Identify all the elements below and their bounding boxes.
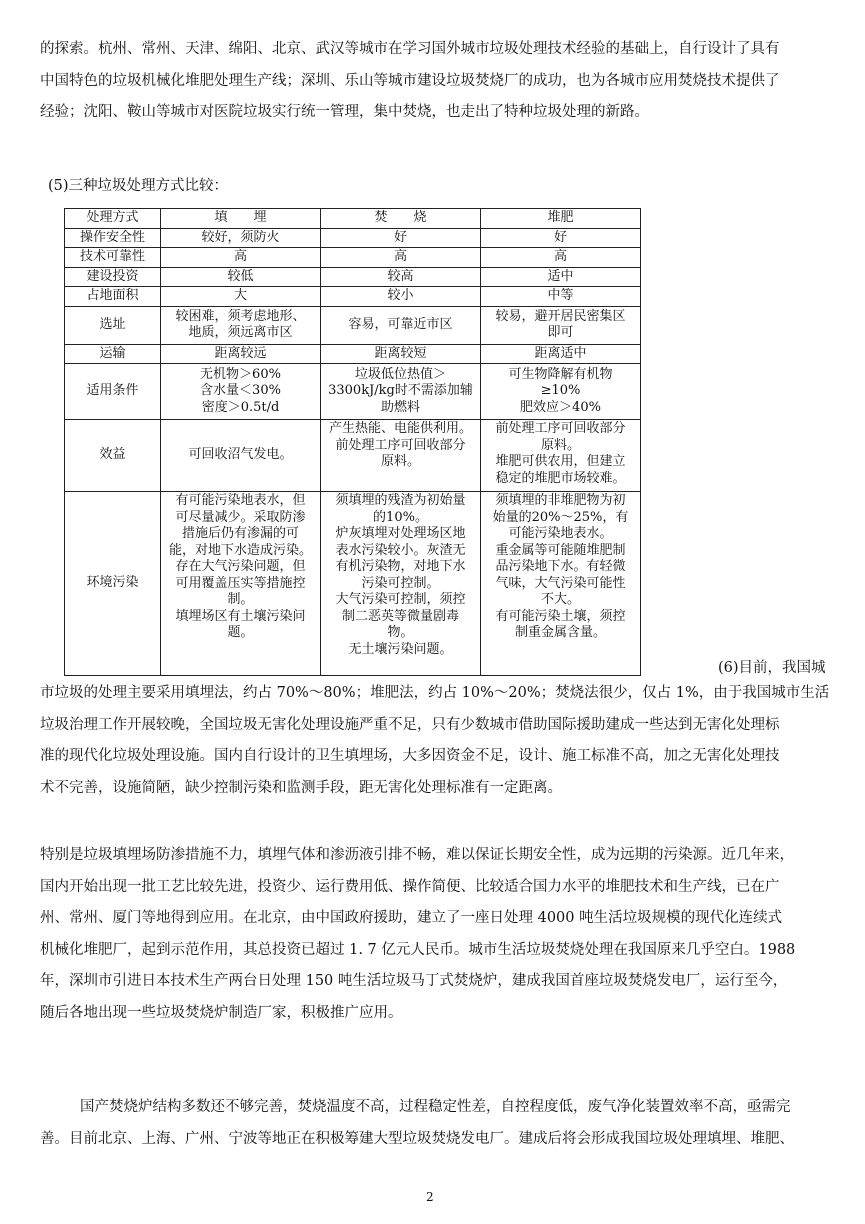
cell-text: 须填埋的非堆肥物为初 始量的20%～25%，有 可能污染地表水。 重金属等可能随堆肥制 品污染地下水。有轻微 气味，大气污染可能性 不大。 有可能污染土壤，须控 制重金属含量。 xyxy=(492,493,629,640)
landfill-cell xyxy=(161,492,321,676)
incinerator-paragraph xyxy=(40,1092,830,1155)
text-line: 术不完善，设施简陋，缺少控制污染和监测手段，距无害化处理标准有一定距离。 xyxy=(40,779,562,796)
cell-text: 前处理工序可回收部分 原料。 堆肥可供农用，但建立 稳定的堆肥市场较难。 xyxy=(495,421,626,486)
landfill-problems-paragraph xyxy=(40,840,830,1029)
incineration-cell xyxy=(321,364,481,420)
compost-cell xyxy=(481,420,641,492)
compost-cell: 适中 xyxy=(481,267,641,287)
cell-text: 可回收沼气发电。 xyxy=(188,447,293,463)
row-label: 环境污染 xyxy=(65,492,161,676)
text-line: 国内开始出现一批工艺比较先进，投资少、运行费用低、操作简便、比较适合国力水平的堆肥技术和生产线，已在广 xyxy=(40,878,780,895)
landfill-cell: 较好，须防火 xyxy=(161,228,321,248)
text-line: 的探索。杭州、常州、天津、绵阳、北京、武汉等城市在学习国外城市垃圾处理技术经验的基础上，自行设计了具有 xyxy=(40,41,780,57)
text-line: 随后各地出现一些垃圾焚烧炉制造厂家，积极推广应用。 xyxy=(40,1004,403,1021)
text-line: 机械化堆肥厂，起到示范作用，其总投资已超过 1. 7 亿元人民币。城市生活垃圾焚烧处理在我国原来几乎空白。1988 xyxy=(40,941,796,958)
table-row xyxy=(65,364,641,420)
compost-cell: 距离适中 xyxy=(481,344,641,364)
row-label: 效益 xyxy=(65,420,161,492)
text-line: 特别是垃圾填埋场防渗措施不力，填埋气体和渗沥液引排不畅，难以保证长期安全性，成为远期的污染源。近几年来， xyxy=(40,847,794,863)
incineration-cell: 较小 xyxy=(321,287,481,307)
text-line: 年，深圳市引进日本技术生产两台日处理 150 吨生活垃圾马丁式焚烧炉，建成我国首座垃圾焚烧发电厂，运行至今， xyxy=(40,973,788,989)
cell-text: 须填埋的残渣为初始量 的10%。 炉灰填埋对处理场区地 表水污染较小。灰渣无 有机污染物，对地下水 污染可控制。 大气污染可控制，须控 制二恶英等微量剧毒 物。 无土壤污染问题。 xyxy=(335,493,466,657)
comparison-table xyxy=(64,208,641,676)
text-line: 准的现代化垃圾处理设施。国内自行设计的卫生填埋场，大多因资金不足，设计、施工标准不高，加之无害化处理技 xyxy=(40,748,780,764)
table-row xyxy=(65,420,641,492)
incineration-cell xyxy=(321,306,481,344)
compost-cell: 高 xyxy=(481,248,641,268)
compost-cell xyxy=(481,364,641,420)
text-line: 善。目前北京、上海、广州、宁波等地正在积极筹建大型垃圾焚烧发电厂。建成后将会形成我国垃圾处理填埋、堆肥、 xyxy=(40,1130,794,1147)
text-line: 经验；沈阳、鞍山等城市对医院垃圾实行统一管理，集中焚烧，也走出了特种垃圾处理的新路。 xyxy=(40,104,649,120)
header-cell: 堆肥 xyxy=(481,209,641,229)
text-line: 中国特色的垃圾机械化堆肥处理生产线；深圳、乐山等城市建设垃圾焚烧厂的成功，也为各城市应用焚烧技术提供了 xyxy=(40,72,780,89)
table-row xyxy=(65,228,641,248)
header-cell: 填 埋 xyxy=(161,209,321,229)
cell-text: 产生热能、电能供利用。 前处理工序可回收部分 原料。 xyxy=(328,421,472,469)
compost-cell xyxy=(481,306,641,344)
paragraph-lead: (6)目前，我国城 xyxy=(718,660,826,676)
text-line: 国产焚烧炉结构多数还不够完善，焚烧温度不高，过程稳定性差，自控程度低，废气净化装置效率不高，亟需完 xyxy=(80,1099,791,1115)
row-label: 适用条件 xyxy=(65,364,161,420)
table-row xyxy=(65,248,641,268)
table-row xyxy=(65,492,641,676)
table-row xyxy=(65,267,641,287)
compost-cell: 好 xyxy=(481,228,641,248)
text-line: 州、常州、厦门等地得到应用。在北京，由中国政府援助，建立了一座日处理 4000 吨生活垃圾规模的现代化连续式 xyxy=(40,910,783,926)
row-label: 技术可靠性 xyxy=(65,248,161,268)
text-line: 市垃圾的处理主要采用填埋法，约占 70%～80%；堆肥法，约占 10%～20%；焚烧法很少，仅占 1%，由于我国城市生活 xyxy=(40,685,830,701)
page-number: 2 xyxy=(426,1190,434,1204)
table-row xyxy=(65,306,641,344)
compost-cell: 中等 xyxy=(481,287,641,307)
table-row xyxy=(65,287,641,307)
header-cell: 焚 烧 xyxy=(321,209,481,229)
row-label: 选址 xyxy=(65,306,161,344)
cell-text: 可生物降解有机物 ≥10% 肥效应＞40% xyxy=(508,366,613,415)
compost-cell xyxy=(481,492,641,676)
landfill-cell xyxy=(161,306,321,344)
cell-text: 较易，避开居民密集区 即可 xyxy=(495,308,626,340)
cell-text: 有可能污染地表水，但 可尽量减少。采取防渗 措施后仍有渗漏的可 能，对地下水造成污染。 存在大气污染问题，但 可用覆盖压实等措施控 制。 填埋场区有土壤污染问 题。 xyxy=(168,493,312,640)
incineration-cell xyxy=(321,420,481,492)
cell-text: 容易，可靠近市区 xyxy=(348,316,453,332)
row-label: 操作安全性 xyxy=(65,228,161,248)
cell-text: 无机物＞60% 含水量＜30% 密度＞0.5t/d xyxy=(200,366,281,415)
row-label: 建设投资 xyxy=(65,267,161,287)
text-line: 垃圾治理工作开展较晚，全国垃圾无害化处理设施严重不足，只有少数城市借助国际援助建成一些达到无害化处理标 xyxy=(40,716,780,733)
section-heading: (5)三种垃圾处理方式比较： xyxy=(48,178,229,194)
incineration-cell: 距离较短 xyxy=(321,344,481,364)
cell-text: 较困难，须考虑地形、 地质，须远离市区 xyxy=(175,308,306,340)
current-status-paragraph xyxy=(40,678,830,804)
incineration-cell: 较高 xyxy=(321,267,481,287)
incineration-cell: 好 xyxy=(321,228,481,248)
row-label: 占地面积 xyxy=(65,287,161,307)
landfill-cell: 大 xyxy=(161,287,321,307)
landfill-cell: 距离较远 xyxy=(161,344,321,364)
landfill-cell xyxy=(161,364,321,420)
row-label: 运输 xyxy=(65,344,161,364)
cell-text: 垃圾低位热值＞ 3300kJ/kg时不需添加辅 助燃料 xyxy=(328,366,473,415)
header-cell: 处理方式 xyxy=(65,209,161,229)
table-row xyxy=(65,344,641,364)
incineration-cell xyxy=(321,492,481,676)
landfill-cell: 较低 xyxy=(161,267,321,287)
intro-paragraph xyxy=(40,34,830,129)
incineration-cell: 高 xyxy=(321,248,481,268)
landfill-cell xyxy=(161,420,321,492)
table-header-row xyxy=(65,209,641,229)
landfill-cell: 高 xyxy=(161,248,321,268)
